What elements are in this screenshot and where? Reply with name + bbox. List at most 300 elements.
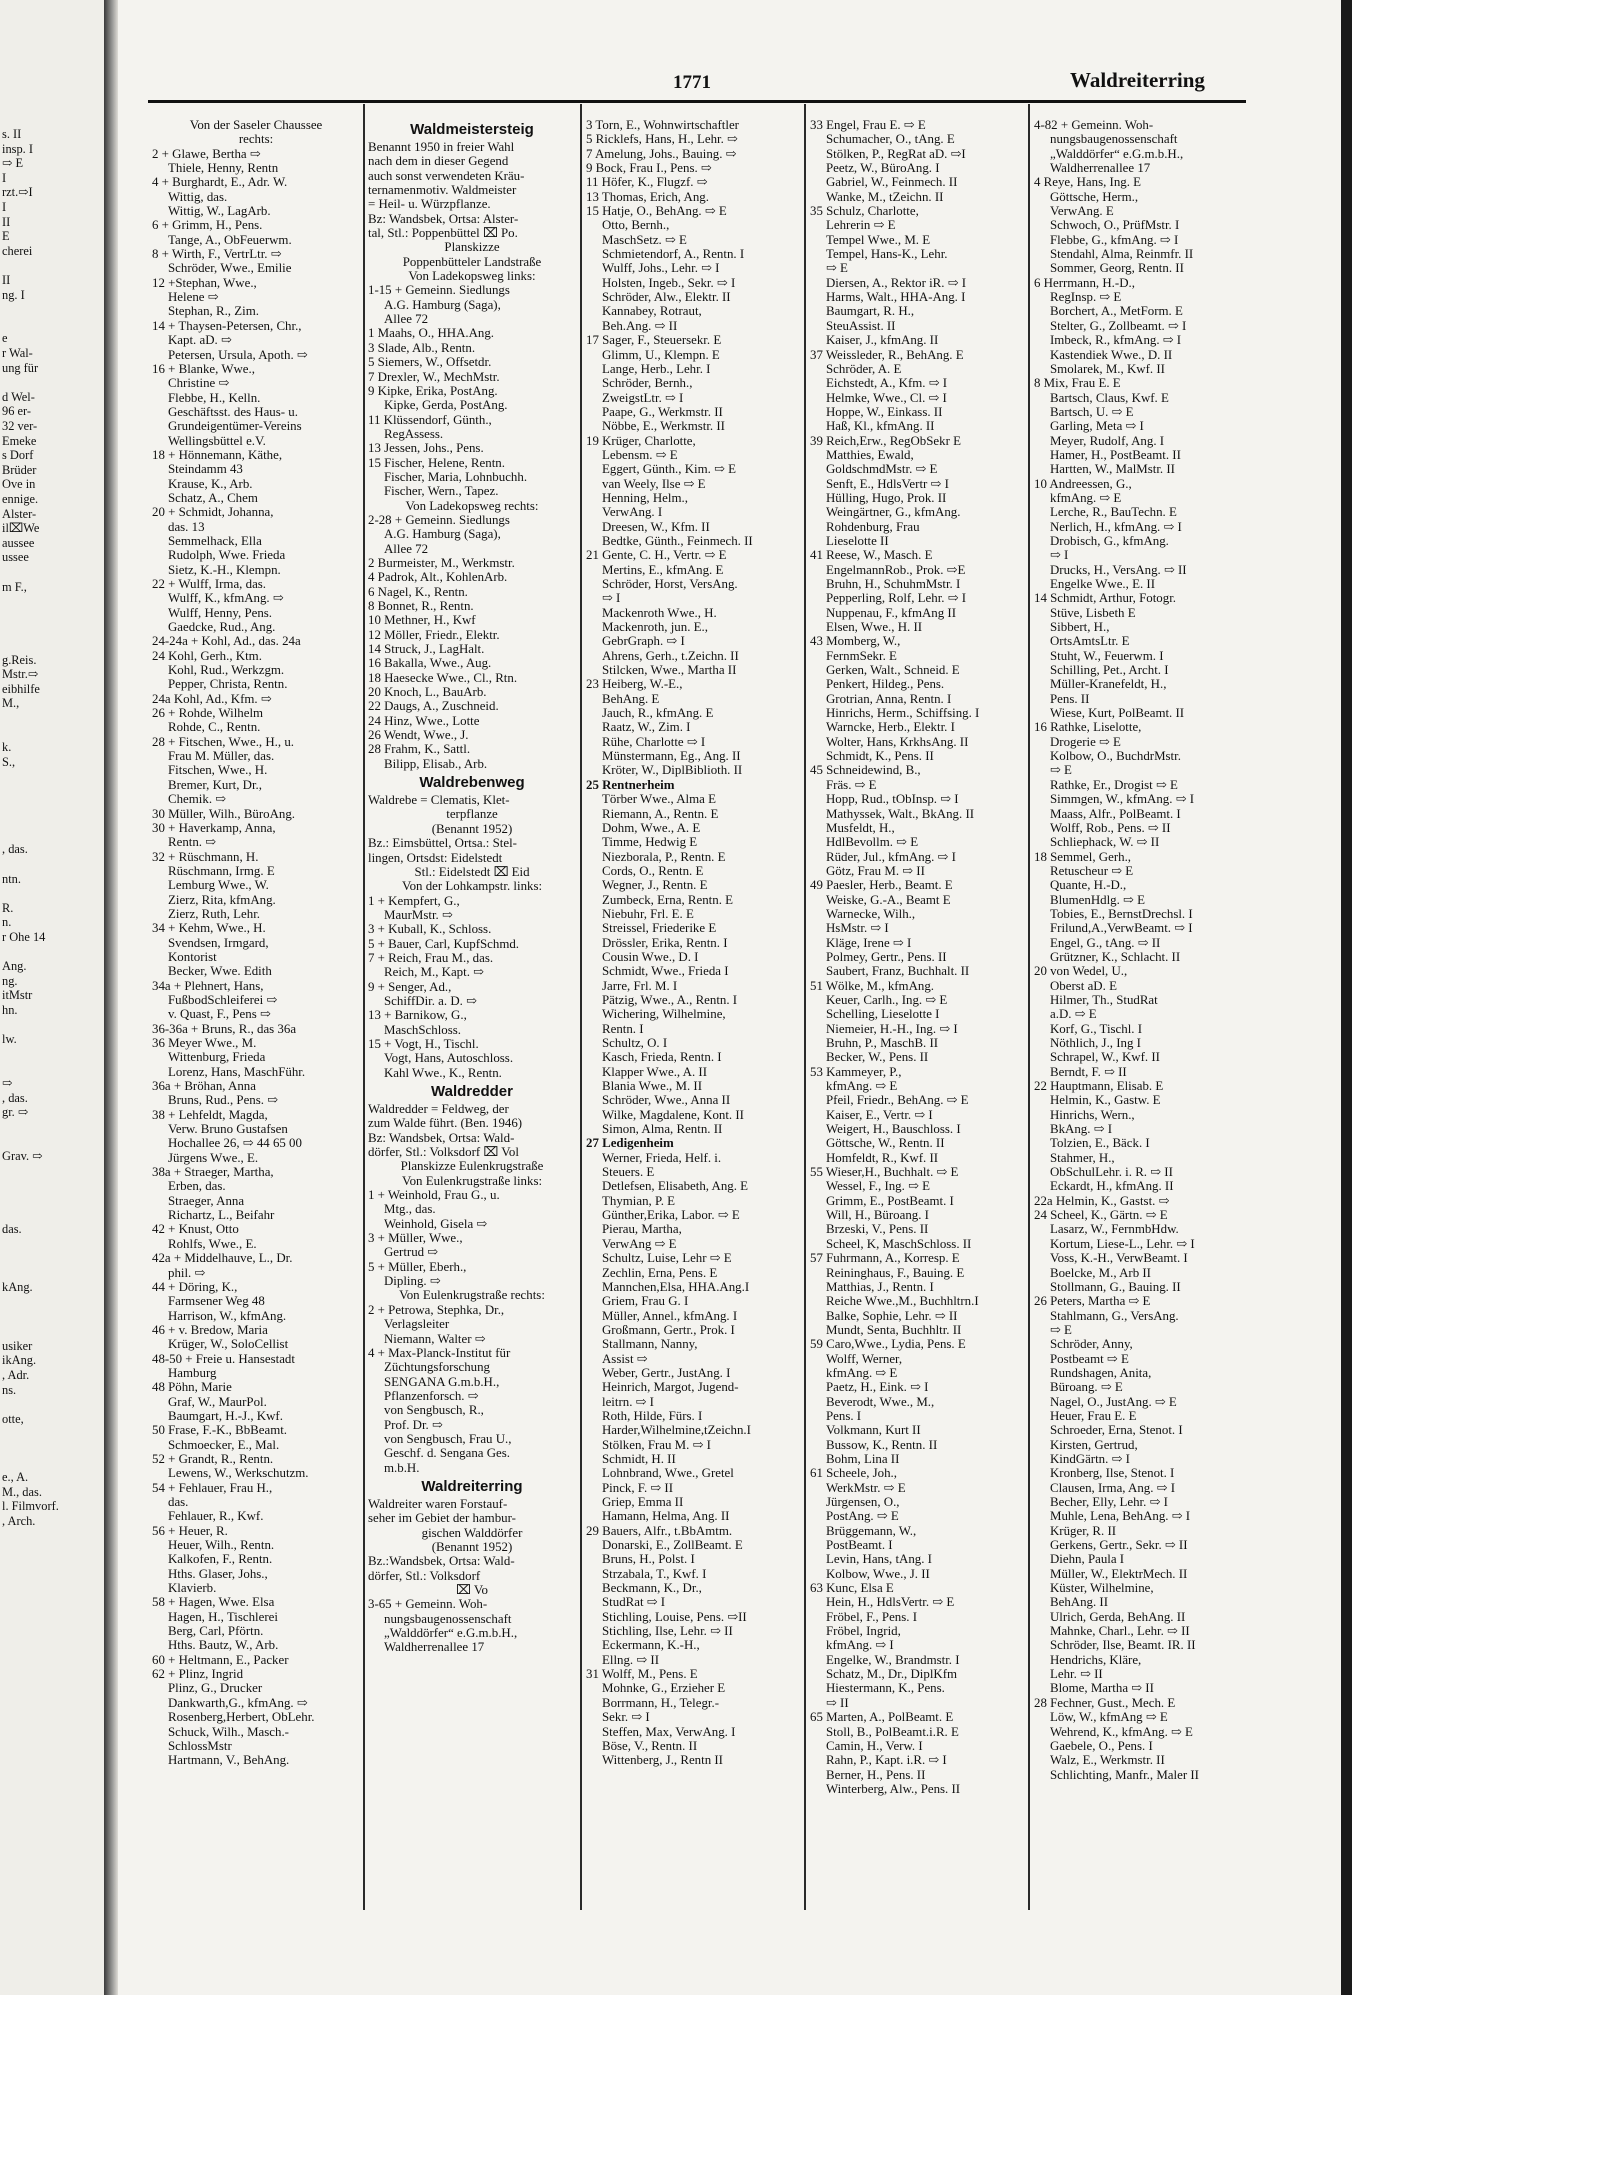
directory-line: Löw, W., kfmAng ⇨ E [1050,1710,1168,1725]
directory-line: Stüve, Lisbeth E [1050,605,1136,620]
directory-line: Rundshagen, Anita, [1050,1365,1152,1380]
directory-line: Pierau, Martha, [602,1222,682,1237]
directory-line: Semmelhack, Ella [168,533,262,548]
directory-line: Niezborala, P., Rentn. E [602,849,726,864]
directory-line: Oberst aD. E [1050,978,1117,993]
edge-text-fragment: Alster- [2,506,37,521]
directory-line: Vogt, Hans, Autoschloss. [384,1051,514,1066]
directory-line: 22 Hauptmann, Elisab. E [1034,1079,1164,1094]
directory-line: Assist ⇨ [602,1351,648,1366]
directory-line: Prof. Dr. ⇨ [384,1417,443,1432]
directory-line: Rühe, Charlotte ⇨ I [602,734,706,749]
directory-line: 16 Rathke, Liselotte, [1034,720,1142,735]
directory-line: Bedtke, Günth., Feinmech. II [602,533,753,548]
directory-line: Schroeder, Erna, Stenot. I [1050,1423,1183,1438]
edge-text-fragment: s. II [2,127,22,141]
edge-text-fragment: k. [2,740,12,755]
directory-line: leitrn. ⇨ I [602,1394,654,1409]
edge-text-fragment: , Adr. [2,1368,30,1382]
directory-line: Berndt, F. ⇨ II [1050,1064,1127,1079]
directory-line: Wehrend, K., kfmAng. ⇨ E [1050,1724,1193,1739]
directory-line: 6 + Grimm, H., Pens. [152,218,263,233]
directory-line: Harder,Wilhelmine,tZeichn.I [602,1423,751,1438]
directory-line: 3 + Müller, Wwe., [368,1231,463,1246]
directory-line: Lehrerin ⇨ E [826,218,896,233]
directory-line: ⇨ E [1050,763,1072,778]
directory-line: Stelter, G., Zollbeamt. ⇨ I [1050,318,1187,333]
directory-line: BlumenHdlg. ⇨ E [1050,892,1145,907]
directory-line: Paape, G., Werkmstr. II [602,404,723,419]
directory-line: Helmke, Wwe., Cl. ⇨ I [826,390,947,405]
directory-line: Schmidt, H. II [602,1451,676,1466]
directory-line: 15 Fischer, Helene, Rentn. [368,455,505,470]
directory-line: 42 + Knust, Otto [152,1222,239,1237]
directory-line: Frilund,A.,VerwBeamt. ⇨ I [1050,921,1193,936]
directory-line: 11 Klüssendorf, Günth., [368,412,492,427]
directory-line: 25 Rentnerheim [586,777,675,792]
directory-line: Musfeldt, H., [826,820,895,835]
header-rule [148,100,1246,103]
directory-line: 4 + Max-Planck-Institut für [368,1345,511,1360]
directory-line: Fröbel, Ingrid, [826,1624,901,1639]
directory-line: Postbeamt ⇨ E [1050,1351,1129,1366]
directory-line: Korf, G., Tischl. I [1050,1021,1143,1036]
directory-line: Heinrich, Margot, Jugend- [602,1380,739,1395]
edge-text-fragment: d Wel- [2,389,35,404]
directory-line: Becher, Elly, Lehr. ⇨ I [1050,1495,1168,1509]
directory-line: Stuht, W., Feuerwm. I [1050,648,1164,663]
directory-line: Lerche, R., BauTechn. E [1050,505,1177,520]
directory-line: Kaiser, J., kfmAng. II [826,333,939,348]
edge-text-fragment: Ang. [2,959,27,974]
directory-line: Schlichting, Manfr., Maler II [1050,1767,1199,1782]
directory-line: Gertrud ⇨ [384,1245,439,1260]
directory-line: Reiche Wwe.,M., Buchhltrn.I [826,1294,979,1309]
directory-line: Schatz, A., Chem [168,490,258,505]
directory-line: HdlBevollm. ⇨ E [826,835,919,850]
directory-line: SchlossMstr [168,1738,232,1753]
directory-line: Bartsch, U. ⇨ E [1050,404,1134,419]
directory-line: Henning, Helm., [602,490,688,505]
directory-line: 29 Bauers, Alfr., t.BbAmtm. [586,1523,733,1538]
directory-line: 45 Schneidewind, B., [810,763,921,778]
directory-line: RegAssess. [384,426,444,441]
directory-line: Niebuhr, Frl. E. E [602,906,694,921]
directory-line: Waldherrenallee 17 [384,1640,485,1655]
directory-line: 9 + Senger, Ad., [368,979,452,994]
directory-line: 42a + Middelhauve, L., Dr. [152,1251,293,1266]
directory-line: Kahl Wwe., K., Rentn. [384,1065,502,1080]
directory-line: 2-28 + Gemeinn. Siedlungs [368,512,510,527]
directory-line: 24a Kohl, Ad., Kfm. ⇨ [152,691,272,706]
directory-line: Borrmann, H., Telegr.- [602,1695,719,1710]
directory-line: Eichstedt, A., Kfm. ⇨ I [826,376,948,391]
directory-line: 21 Gente, C. H., Vertr. ⇨ E [586,548,727,563]
directory-line: 36a + Bröhan, Anna [152,1079,256,1094]
directory-line: Reininghaus, F., Bauing. E [826,1265,965,1280]
directory-line: Christine ⇨ [168,376,230,391]
directory-line: Sibbert, H., [1050,620,1110,635]
directory-line: MaschSchloss. [384,1022,461,1037]
directory-line: SENGANA G.m.b.H., [384,1374,500,1389]
directory-line: Stichling, Louise, Pens. ⇨II [602,1609,747,1624]
directory-line: Plinz, G., Drucker [168,1681,263,1696]
directory-line: Von der Saseler Chaussee [189,118,323,132]
directory-line: Mackenroth, jun. E., [602,620,708,635]
directory-line: Schelling, Lieselotte I [826,1007,940,1022]
directory-line: 19 Krüger, Charlotte, [586,433,696,448]
directory-line: 51 Wölke, M., kfmAng. [810,978,935,993]
directory-line: Beverodt, Wwe., M., [826,1394,935,1409]
directory-line: 61 Scheele, Joh., [810,1466,897,1481]
directory-line: MaschSetz. ⇨ E [602,232,687,247]
directory-line: Kastendiek Wwe., D. II [1050,347,1173,362]
column-2 [368,118,576,1655]
directory-line: Stephan, R., Zim. [168,304,259,319]
directory-line: Peetz, W., BüroAng. I [826,161,940,176]
running-head: Waldreiterring [1070,68,1205,92]
directory-line: FernmSekr. E [826,648,897,663]
directory-line: 24 Hinz, Wwe., Lotte [368,713,480,728]
directory-line: Schilling, Pet., Archt. I [1050,663,1169,678]
directory-line: Wittig, W., LagArb. [168,204,271,219]
directory-line: „Walddörfer“ e.G.m.b.H., [384,1626,518,1641]
directory-line: Polmey, Gertr., Pens. II [826,949,947,964]
directory-line: Zumbeck, Erna, Rentn. E [602,892,734,907]
directory-line: PostAng. ⇨ E [826,1509,899,1524]
directory-line: Dohm, Wwe., A. E [602,820,701,835]
directory-line: Kontorist [168,949,217,964]
directory-line: 27 Ledigenheim [586,1136,674,1151]
directory-line: phil. ⇨ [168,1265,206,1280]
directory-line: EngelmannRob., Prok. ⇨E [826,562,966,577]
directory-line: 3 + Kuball, K., Schloss. [368,922,492,937]
directory-line: Pflanzenforsch. ⇨ [384,1388,479,1403]
directory-line: Hinrichs, Wern., [1050,1107,1135,1122]
directory-line: Winterberg, Alw., Pens. II [826,1781,961,1796]
edge-text-fragment: r Wal- [2,346,33,360]
directory-line: 16 Bakalla, Wwe., Aug. [368,656,492,671]
directory-line: 46 + v. Bredow, Maria [152,1322,268,1337]
directory-line: Schultz, O. I [602,1036,668,1050]
directory-line: = Heil- u. Würzpflanze. [368,197,491,212]
directory-line: Bz: Wandsbek, Ortsa: Wald- [368,1130,515,1145]
edge-text-fragment: ng. [2,973,18,988]
edge-text-fragment: , das. [2,842,28,857]
directory-line: Baumgart, H.-J., Kwf. [168,1408,283,1423]
directory-line: ⌧ Vo [456,1583,488,1597]
directory-line: Imbeck, R., kfmAng. ⇨ I [1050,333,1182,348]
directory-line: tal, Stl.: Poppenbüttel ⌧ Po. [368,226,518,241]
directory-line: Allee 72 [384,541,429,556]
directory-line: zum Walde führt. (Ben. 1946) [368,1116,523,1131]
directory-line: Wessel, F., Ing. ⇨ E [826,1179,930,1194]
directory-line: Garling, Meta ⇨ I [1050,419,1144,434]
directory-line: 1 Maahs, O., HHA.Ang. [368,326,495,341]
directory-line: Rüder, Jul., kfmAng. ⇨ I [826,849,956,864]
directory-line: 4-82 + Gemeinn. Woh- [1034,118,1154,132]
directory-line: Rudolph, Wwe. Frieda [168,548,286,563]
directory-line: VerwAng. E [1050,204,1114,219]
directory-line: Zierz, Ruth, Lehr. [168,906,260,921]
edge-text-fragment: 32 ver- [2,419,38,433]
directory-line: Göttsche, Herm., [1050,189,1139,204]
directory-line: (Benannt 1952) [431,821,513,836]
directory-line: Helene ⇨ [168,290,219,305]
directory-line: terpflanze [446,807,498,822]
directory-line: Planskizze [444,240,500,255]
directory-line: Bruns, H., Polst. I [602,1552,695,1567]
directory-line: 37 Weissleder, R., BehAng. E [810,347,964,362]
directory-line: Flebbe, H., Kelln. [168,390,261,405]
directory-line: Raatz, W., Zim. I [602,720,691,735]
directory-line: Schröder, Wwe., Anna II [602,1093,731,1108]
directory-line: Matthias, J., Rentn. I [826,1279,934,1294]
directory-line: StudRat ⇨ I [602,1595,666,1610]
directory-line: ObSchulLehr. i. R. ⇨ II [1050,1165,1173,1180]
directory-line: MaurMstr. ⇨ [384,907,453,922]
directory-line: Hagen, H., Tischlerei [168,1609,278,1624]
directory-line: 5 Siemers, W., Offsetdr. [368,355,492,370]
edge-text-fragment: e., A. [2,1470,29,1485]
directory-line: Warnecke, Wilh., [826,906,916,921]
directory-line: auch sonst verwendeten Kräu- [368,168,525,183]
directory-line: Svendsen, Irmgard, [168,935,269,950]
directory-line: Engel, G., tAng. ⇨ II [1050,935,1161,950]
directory-line: Von der Lohkampstr. links: [401,879,543,894]
directory-line: Jürgens Wwe., E. [168,1150,259,1165]
directory-line: 1-15 + Gemeinn. Siedlungs [368,283,510,298]
directory-line: 5 + Müller, Eberh., [368,1259,467,1274]
directory-line: Kalkofen, F., Rentn. [168,1552,273,1567]
directory-line: 31 Wolff, M., Pens. E [586,1667,698,1682]
edge-text-fragment: insp. I [2,141,33,156]
directory-line: Niemeier, H.-H., Ing. ⇨ I [826,1021,958,1036]
directory-line: Kronberg, Ilse, Stenot. I [1050,1466,1175,1481]
directory-line: Waldrebe = Clematis, Klet- [368,793,510,808]
directory-line: Rohdenburg, Frau [826,519,920,534]
directory-line: Schwoch, O., PrüfMstr. I [1050,218,1180,233]
directory-line: Lehr. ⇨ II [1050,1667,1103,1682]
directory-line: Pätzig, Wwe., A., Rentn. I [602,992,738,1007]
edge-text-fragment: ntn. [2,871,21,886]
directory-line: Levin, Hans, tAng. I [826,1552,932,1567]
directory-line: Wiese, Kurt, PolBeamt. II [1050,706,1185,721]
directory-line: Griep, Emma II [602,1495,684,1509]
directory-line: Grundeigentümer-Vereins [168,419,302,434]
directory-line: Frau M. Müller, das. [168,749,275,764]
directory-line: Rosenberg,Herbert, ObLehr. [168,1710,315,1725]
directory-line: 58 + Hagen, Wwe. Elsa [152,1595,275,1610]
directory-line: Schröder, Wwe., Emilie [168,261,292,276]
edge-text-fragment: , das. [2,1090,28,1105]
directory-line: Nöbbe, E., Werkmstr. II [602,419,725,434]
directory-line: Diehn, Paula I [1050,1552,1125,1567]
directory-line: 13 + Barnikow, G., [368,1008,467,1023]
directory-line: VerwAng. I [602,505,663,520]
directory-line: Bruns, Rud., Pens. ⇨ [168,1093,278,1108]
directory-line: Pens. II [1050,691,1090,706]
directory-line: Volkmann, Kurt II [826,1423,921,1438]
directory-line: 20 von Wedel, U., [1034,964,1128,979]
directory-line: Werner, Frieda, Helf. i. [602,1150,722,1165]
edge-text-fragment: II [2,273,11,287]
directory-line: 49 Paesler, Herb., Beamt. E [810,878,953,893]
directory-line: Schmietendorf, A., Rentn. I [602,247,745,262]
directory-line: Blania Wwe., M. II [602,1079,702,1094]
directory-line: Brzeski, V., Pens. II [826,1222,929,1237]
directory-line: 16 + Blanke, Wwe., [152,361,255,376]
directory-line: dörfer, Stl.: Volksdorf ⌧ Vol [368,1145,519,1160]
directory-line: 23 Heiberg, W.-E., [586,677,683,692]
directory-line: Detlefsen, Elisabeth, Ang. E [602,1179,749,1194]
directory-line: ZweigstLtr. ⇨ I [602,390,684,405]
directory-line: Fitschen, Wwe., H. [168,763,268,778]
directory-line: Fröbel, F., Pens. I [826,1609,917,1624]
directory-line: HsMstr. ⇨ I [826,921,889,936]
directory-line: Wittenburg, Frieda [168,1050,266,1065]
directory-line: Rahn, P., Kapt. i.R. ⇨ I [826,1753,947,1768]
directory-line: gischen Walddörfer [421,1525,523,1540]
directory-line: Wellingsbüttel e.V. [168,433,266,448]
directory-line: Schmidt, Wwe., Frieda I [602,964,729,979]
edge-text-fragment: ennige. [2,492,39,506]
directory-line: Geschf. d. Sengana Ges. [384,1446,511,1461]
edge-text-fragment: Brüder [2,462,37,477]
directory-line: Heuer, Frau E. E [1050,1408,1137,1423]
directory-line: Mathyssek, Walt., BkAng. II [826,806,975,821]
street-heading: Waldreiterring [421,1477,523,1495]
directory-line: 48 Pöhn, Marie [152,1380,232,1395]
directory-line: Hths. Glaser, Johs., [168,1566,268,1581]
directory-line: Diersen, A., Rektor iR. ⇨ I [826,275,967,290]
directory-line: Kasch, Frieda, Rentn. I [602,1050,722,1065]
directory-line: Kapt. aD. ⇨ [168,333,232,348]
directory-line: 9 Kipke, Erika, PostAng. [368,383,498,398]
column-divider [580,104,582,1910]
directory-line: 13 Thomas, Erich, Ang. [586,189,709,204]
directory-line: Matthies, Ewald, [826,447,914,462]
directory-line: Tange, A., ObFeuerwm. [168,232,292,247]
directory-line: 5 Ricklefs, Hans, H., Lehr. ⇨ [586,132,738,147]
directory-line: Cords, O., Rentn. E [602,863,704,878]
directory-line: Hülling, Hugo, Prok. II [826,490,947,505]
directory-line: 10 Andreessen, G., [1034,476,1132,491]
directory-line: Straeger, Anna [168,1193,245,1208]
directory-line: Hamer, H., PostBeamt. II [1050,447,1181,462]
edge-text-fragment: Ove in [2,477,36,492]
directory-line: nungsbaugenossenschaft [1050,132,1178,147]
edge-text-fragment: E [2,229,10,244]
street-heading: Waldrebenweg [419,774,525,792]
directory-line: nach dem in dieser Gegend [368,154,509,169]
directory-line: Homfeldt, R., Kwf. II [826,1150,939,1165]
directory-line: Jürgensen, O., [826,1495,900,1509]
directory-line: Schröder, Bernh., [602,376,693,391]
edge-text-fragment: R. [2,900,14,915]
directory-line: Schumacher, O., tAng. E [826,132,955,147]
directory-line: Schuck, Wilh., Masch.- [168,1724,289,1739]
directory-line: 52 + Grandt, R., Rentn. [152,1451,274,1466]
directory-line: 65 Marten, A., PolBeamt. E [810,1710,954,1725]
directory-line: Pepper, Christa, Rentn. [168,677,288,692]
directory-line: Benannt 1950 in freier Wahl [368,140,515,154]
directory-line: Kröter, W., DiplBiblioth. II [602,763,743,778]
directory-line: GoldschmdMstr. ⇨ E [826,462,938,477]
directory-line: Riemann, A., Rentn. E [602,806,719,821]
directory-line: 3-65 + Gemeinn. Woh- [368,1597,488,1612]
directory-line: Camin, H., Verw. I [826,1738,923,1753]
directory-line: Haß, Kl., kfmAng. II [826,419,935,434]
directory-line: Lasarz, W., FernmbHdw. [1050,1222,1179,1237]
directory-line: Kortum, Liese-L., Lehr. ⇨ I [1050,1236,1195,1251]
directory-line: Lebensm. ⇨ E [602,447,678,462]
directory-line: Mannchen,Elsa, HHA.Ang.I [602,1279,750,1294]
directory-line: 10 Methner, H., Kwf [368,613,476,628]
directory-line: Von Eulenkrugstraße rechts: [399,1288,545,1303]
directory-line: Stichling, Ilse, Lehr. ⇨ II [602,1624,733,1639]
directory-line: Hilmer, Th., StudRat [1050,992,1158,1007]
directory-line: Ulrich, Gerda, BehAng. II [1050,1609,1186,1624]
directory-line: Mackenroth Wwe., H. [602,605,717,620]
directory-line: 30 Müller, Wilh., BüroAng. [152,806,296,821]
edge-text-fragment: cherei [2,243,33,258]
edge-text-fragment: s Dorf [2,448,34,463]
directory-line: Kolbow, O., BuchdrMstr. [1050,749,1181,764]
directory-line: v. Quast, F., Pens ⇨ [168,1007,271,1022]
directory-line: 5 + Bauer, Carl, KupfSchmd. [368,936,520,951]
directory-line: Züchtungsforschung [384,1360,490,1375]
directory-line: Törber Wwe., Alma E [602,792,716,807]
directory-line: WerkMstr. ⇨ E [826,1480,906,1495]
directory-line: 14 Struck, J., LagHalt. [368,642,485,657]
edge-text-fragment: n. [2,915,12,930]
directory-line: Eckermann, K.-H., [602,1638,700,1653]
edge-text-fragment: II [2,214,11,229]
directory-line: 35 Schulz, Charlotte, [810,204,919,219]
directory-line: Bruhn, P., MaschB. II [826,1036,939,1050]
directory-line: 43 Momberg, W., [810,634,901,649]
directory-line: 22a Helmin, K., Gastst. ⇨ [1034,1193,1170,1208]
directory-line: Grotrian, Anna, Rentn. I [826,691,952,706]
directory-line: Engelke Wwe., E. II [1050,577,1155,591]
directory-line: Simmgen, W., kfmAng. ⇨ I [1050,792,1195,807]
directory-line: BehAng. E [602,691,660,706]
directory-line: FußbodSchleiferei ⇨ [168,992,278,1007]
directory-line: 4 Reye, Hans, Ing. E [1034,175,1142,190]
directory-line: Geschäftsst. des Haus- u. [168,404,298,419]
directory-line: KindGärtn. ⇨ I [1050,1451,1130,1466]
directory-line: Beckmann, K., Dr., [602,1581,702,1596]
directory-line: Nagel, O., JustAng. ⇨ E [1050,1394,1177,1409]
column-5 [1034,118,1248,1782]
directory-line: VerwAng ⇨ E [602,1236,677,1251]
directory-line: 41 Reese, W., Masch. E [810,548,933,563]
directory-line: Drobisch, G., kfmAng. [1050,533,1169,548]
previous-page-edge [0,0,104,1995]
directory-line: Gabriel, W., Feinmech. II [826,175,958,190]
directory-line: Roth, Hilde, Fürs. I [602,1408,703,1423]
directory-line: 50 Frase, F.-K., BbBeamt. [152,1423,288,1438]
directory-line: Steuers. E [602,1165,655,1180]
directory-line: das. 13 [168,519,205,534]
directory-line: Stallmann, Nanny, [602,1337,698,1352]
directory-line: Schatz, M., Dr., DiplKfm [826,1667,958,1682]
directory-line: Harms, Walt., HHA-Ang. I [826,290,966,305]
directory-line: Dreesen, W., Kfm. II [602,519,710,534]
directory-line: Mtg., das. [384,1202,436,1217]
directory-line: Büroang. ⇨ E [1050,1380,1123,1395]
